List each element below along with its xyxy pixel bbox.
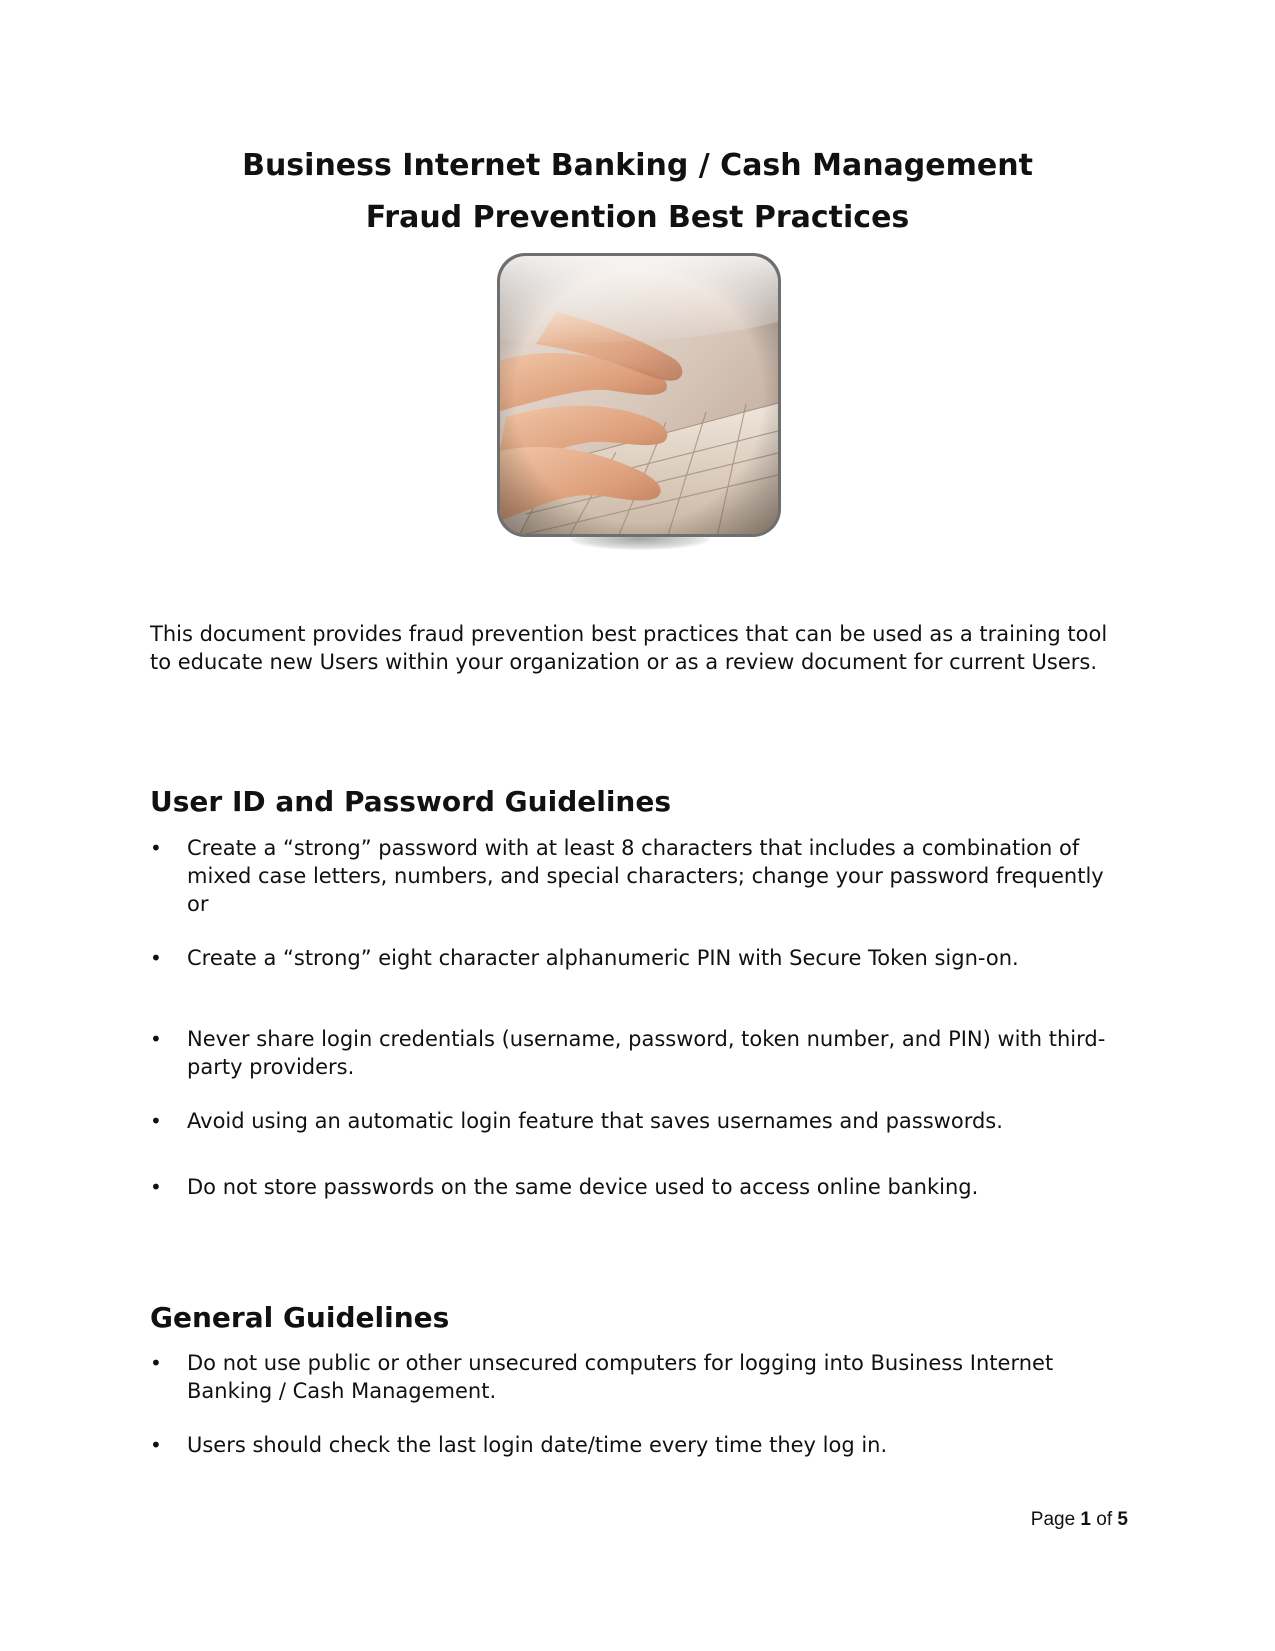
bullet-icon: • [150,1433,162,1457]
intro-paragraph: This document provides fraud prevention best practices that can be used as a training tool to educate new Users within your organization or as a review document for current Users. [150,622,1108,674]
section-heading-general-guidelines: General Guidelines [150,1301,450,1334]
list-item [150,944,1110,972]
list-item [150,1107,1110,1135]
bullet-icon: • [150,1351,162,1375]
bullet-icon: • [150,946,162,970]
bullet-icon: • [150,1027,162,1051]
current-page-number: 1 [1080,1509,1091,1530]
bullet-icon: • [150,1175,162,1199]
list-item [150,1431,1110,1459]
list-item-text: Do not store passwords on the same device used to access online banking. [187,1175,979,1199]
page-label: Page [1030,1509,1076,1530]
typing-hands-keyboard-icon [496,252,782,542]
list-item [150,1173,1110,1201]
list-item-text: Avoid using an automatic login feature that saves usernames and passwords. [187,1109,1003,1133]
list-item [150,1349,1110,1405]
bullet-icon: • [150,836,162,860]
list-item-text: Create a “strong” password with at least 8 characters that includes a combination of mixed case letters, numbers, and special characters; change your password frequently or [187,836,1104,916]
total-pages-number: 5 [1117,1509,1128,1530]
list-item [150,1025,1110,1081]
list-item-text: Users should check the last login date/time every time they log in. [187,1433,888,1457]
document-title-line-1: Business Internet Banking / Cash Management [242,148,1033,183]
list-item [150,834,1110,918]
page-number-footer [1020,1508,1128,1532]
list-item-text: Never share login credentials (username, password, token number, and PIN) with third-party providers. [187,1027,1106,1079]
of-label: of [1096,1509,1113,1530]
list-item-text: Create a “strong” eight character alphanumeric PIN with Secure Token sign-on. [187,946,1019,970]
list-item-text: Do not use public or other unsecured computers for logging into Business Internet Banking / Cash Management. [187,1351,1054,1403]
section-heading-user-id-password: User ID and Password Guidelines [150,785,672,818]
bullet-icon: • [150,1109,162,1133]
document-title-line-2: Fraud Prevention Best Practices [365,200,910,235]
